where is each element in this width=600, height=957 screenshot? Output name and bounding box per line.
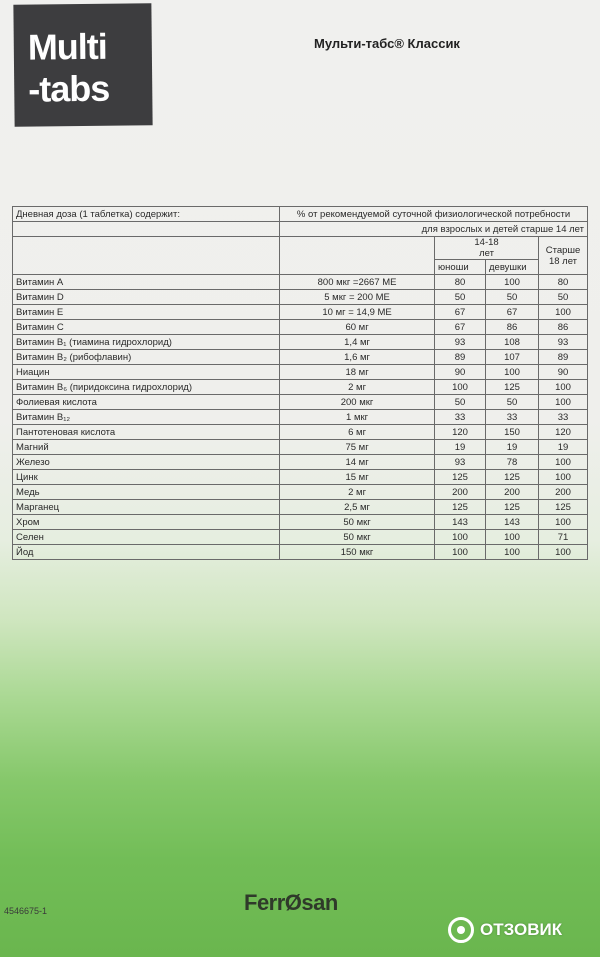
- table-row: [13, 335, 588, 350]
- percent-girls: 86: [486, 320, 539, 335]
- percent-girls: 143: [486, 515, 539, 530]
- header-right-2: для взрослых и детей старше 14 лет: [280, 222, 588, 237]
- age-group-label: 14-18: [474, 237, 499, 248]
- header-boys: юноши: [435, 260, 486, 275]
- percent-adults: 100: [539, 380, 588, 395]
- percent-girls: 125: [486, 500, 539, 515]
- ferrosan-logo: FerrØsan: [244, 890, 338, 915]
- nutrient-amount: 15 мг: [280, 470, 435, 485]
- percent-boys: 80: [435, 275, 486, 290]
- percent-adults: 100: [539, 545, 588, 560]
- nutrient-name: Витамин B₁ (тиамина гидрохлорид): [13, 335, 280, 350]
- table-row: [13, 425, 588, 440]
- nutrient-amount: 150 мкг: [280, 545, 435, 560]
- otzovik-icon: [448, 917, 474, 943]
- nutrient-name: Витамин D: [13, 290, 280, 305]
- percent-adults: 50: [539, 290, 588, 305]
- nutrient-amount: 18 мг: [280, 365, 435, 380]
- nutrient-amount: 60 мг: [280, 320, 435, 335]
- percent-girls: 19: [486, 440, 539, 455]
- age-group-years: лет: [479, 248, 494, 259]
- percent-adults: 100: [539, 455, 588, 470]
- percent-boys: 125: [435, 470, 486, 485]
- percent-adults: 90: [539, 365, 588, 380]
- nutrient-name: Марганец: [13, 500, 280, 515]
- nutrient-name: Витамин С: [13, 320, 280, 335]
- percent-girls: 150: [486, 425, 539, 440]
- percent-boys: 100: [435, 530, 486, 545]
- percent-adults: 100: [539, 515, 588, 530]
- nutrient-name: Витамин B₆ (пиридоксина гидрохлорид): [13, 380, 280, 395]
- nutrition-table: [12, 206, 588, 560]
- percent-adults: 100: [539, 470, 588, 485]
- percent-girls: 67: [486, 305, 539, 320]
- percent-adults: 19: [539, 440, 588, 455]
- percent-girls: 78: [486, 455, 539, 470]
- percent-boys: 50: [435, 395, 486, 410]
- nutrient-name: Йод: [13, 545, 280, 560]
- nutrient-name: Ниацин: [13, 365, 280, 380]
- nutrient-name: Витамин Е: [13, 305, 280, 320]
- percent-boys: 93: [435, 335, 486, 350]
- nutrient-amount: 2 мг: [280, 380, 435, 395]
- nutrient-amount: 5 мкг = 200 МЕ: [280, 290, 435, 305]
- nutrient-amount: 50 мкг: [280, 515, 435, 530]
- nutrient-name: Цинк: [13, 470, 280, 485]
- header-right-1: % от рекомендуемой суточной физиологической потребности: [280, 207, 588, 222]
- percent-girls: 200: [486, 485, 539, 500]
- percent-boys: 100: [435, 545, 486, 560]
- nutrient-amount: 1 мкг: [280, 410, 435, 425]
- percent-adults: 89: [539, 350, 588, 365]
- product-title: Мульти-табс® Классик: [314, 36, 460, 51]
- percent-boys: 67: [435, 320, 486, 335]
- percent-boys: 100: [435, 380, 486, 395]
- header-older: [539, 237, 588, 275]
- nutrient-amount: 75 мг: [280, 440, 435, 455]
- table-row: [13, 350, 588, 365]
- percent-adults: 120: [539, 425, 588, 440]
- percent-girls: 33: [486, 410, 539, 425]
- table-row: [13, 500, 588, 515]
- percent-boys: 19: [435, 440, 486, 455]
- table-row: [13, 275, 588, 290]
- percent-girls: 108: [486, 335, 539, 350]
- percent-boys: 89: [435, 350, 486, 365]
- percent-girls: 100: [486, 275, 539, 290]
- percent-adults: 71: [539, 530, 588, 545]
- watermark-text: ОТЗОВИК: [480, 920, 563, 939]
- header-empty-2: [13, 237, 280, 275]
- percent-adults: 80: [539, 275, 588, 290]
- table-row: [13, 455, 588, 470]
- percent-boys: 93: [435, 455, 486, 470]
- nutrient-amount: 1,6 мг: [280, 350, 435, 365]
- nutrient-amount: 2,5 мг: [280, 500, 435, 515]
- percent-boys: 143: [435, 515, 486, 530]
- table-row: [13, 395, 588, 410]
- table-row: [13, 440, 588, 455]
- percent-adults: 125: [539, 500, 588, 515]
- nutrient-amount: 50 мкг: [280, 530, 435, 545]
- percent-girls: 107: [486, 350, 539, 365]
- multitabs-logo: [13, 3, 152, 126]
- nutrient-name: Магний: [13, 440, 280, 455]
- nutrient-amount: 6 мг: [280, 425, 435, 440]
- table-row: [13, 515, 588, 530]
- percent-girls: 50: [486, 395, 539, 410]
- percent-adults: 200: [539, 485, 588, 500]
- percent-boys: 33: [435, 410, 486, 425]
- percent-girls: 125: [486, 470, 539, 485]
- table-row: [13, 365, 588, 380]
- table-row: [13, 290, 588, 305]
- percent-adults: 100: [539, 395, 588, 410]
- nutrient-name: Витамин А: [13, 275, 280, 290]
- header-girls: девушки: [486, 260, 539, 275]
- logo-line-1: Multi: [27, 25, 108, 68]
- nutrient-amount: 800 мкг =2667 МЕ: [280, 275, 435, 290]
- nutrient-name: Витамин B₂ (рибофлавин): [13, 350, 280, 365]
- nutrient-name: Медь: [13, 485, 280, 500]
- nutrient-name: Селен: [13, 530, 280, 545]
- percent-boys: 200: [435, 485, 486, 500]
- table-row: [13, 320, 588, 335]
- nutrient-name: Пантотеновая кислота: [13, 425, 280, 440]
- side-code: 4546675-1: [4, 906, 48, 916]
- percent-girls: 100: [486, 530, 539, 545]
- otzovik-watermark: [448, 916, 562, 944]
- percent-girls: 100: [486, 365, 539, 380]
- nutrient-amount: 2 мг: [280, 485, 435, 500]
- percent-boys: 50: [435, 290, 486, 305]
- percent-adults: 100: [539, 305, 588, 320]
- percent-girls: 125: [486, 380, 539, 395]
- percent-adults: 86: [539, 320, 588, 335]
- percent-girls: 50: [486, 290, 539, 305]
- header-age-group: [435, 237, 539, 260]
- nutrient-name: Хром: [13, 515, 280, 530]
- nutrient-amount: 1,4 мг: [280, 335, 435, 350]
- table-row: [13, 485, 588, 500]
- header-left: Дневная доза (1 таблетка) содержит:: [13, 207, 280, 222]
- table-row: [13, 530, 588, 545]
- nutrient-name: Витамин B₁₂: [13, 410, 280, 425]
- table-row: [13, 470, 588, 485]
- older-label-1: Старше: [545, 244, 581, 256]
- nutrient-name: Фолиевая кислота: [13, 395, 280, 410]
- header-empty-3: [280, 237, 435, 275]
- percent-boys: 90: [435, 365, 486, 380]
- nutrient-amount: 14 мг: [280, 455, 435, 470]
- table-row: [13, 410, 588, 425]
- percent-boys: 125: [435, 500, 486, 515]
- table-row: [13, 545, 588, 560]
- percent-girls: 100: [486, 545, 539, 560]
- percent-boys: 120: [435, 425, 486, 440]
- header-empty: [13, 222, 280, 237]
- older-label-2: 18 лет: [548, 255, 578, 267]
- percent-adults: 93: [539, 335, 588, 350]
- nutrient-amount: 200 мкг: [280, 395, 435, 410]
- nutrient-name: Железо: [13, 455, 280, 470]
- table-row: [13, 380, 588, 395]
- percent-boys: 67: [435, 305, 486, 320]
- percent-adults: 33: [539, 410, 588, 425]
- nutrient-amount: 10 мг = 14,9 МЕ: [280, 305, 435, 320]
- table-row: [13, 305, 588, 320]
- logo-line-2: -tabs: [28, 67, 110, 110]
